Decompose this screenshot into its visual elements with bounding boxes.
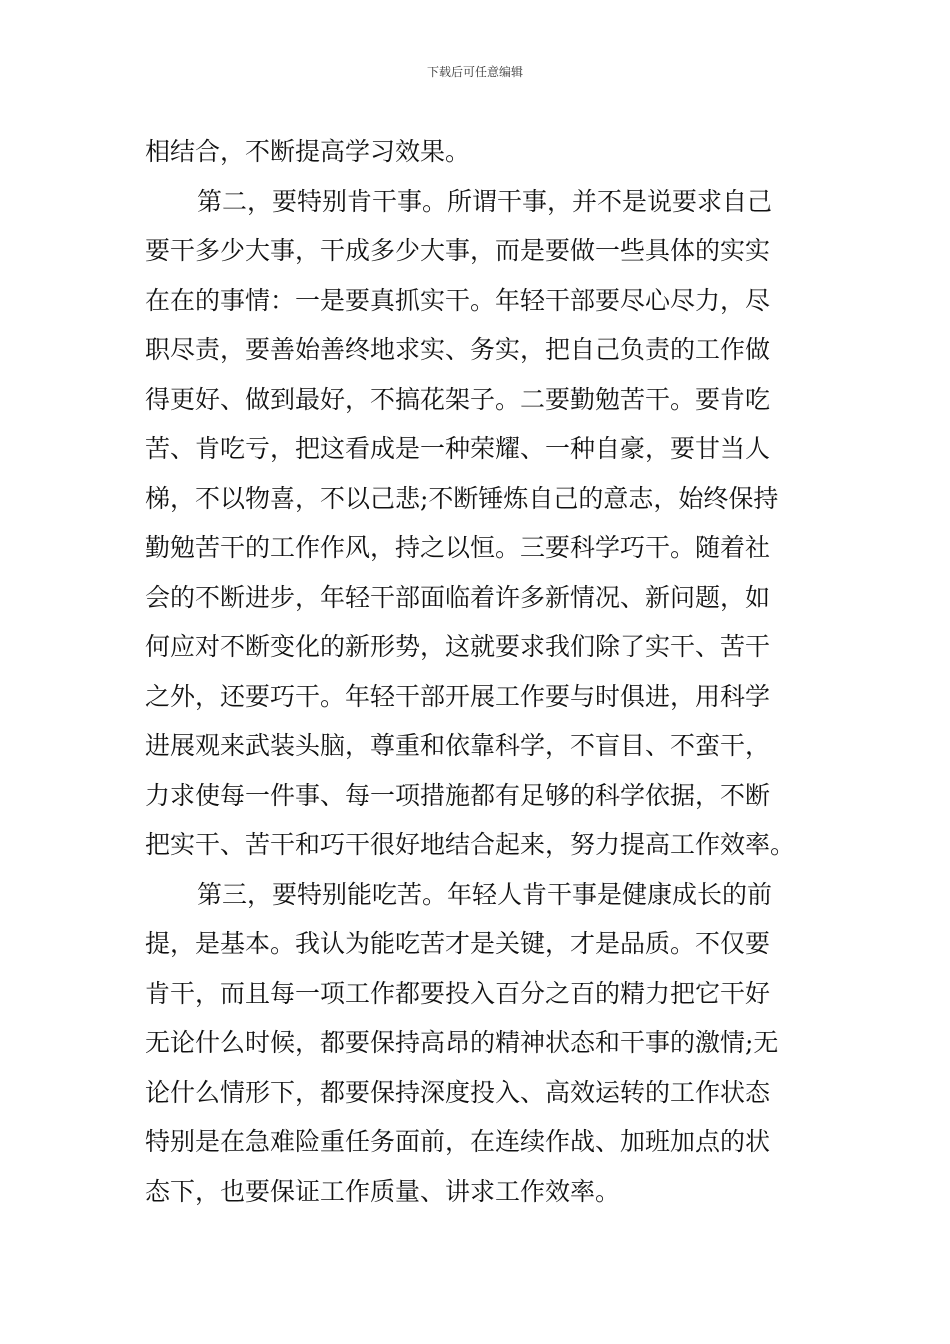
text-line: 得更好、做到最好，不搞花架子。二要勤勉苦干。要肯吃: [145, 384, 771, 414]
text-line: 梯，不以物喜，不以己悲;不断锤炼自己的意志，始终保持: [145, 483, 779, 513]
text-line: 要干多少大事，干成多少大事，而是要做一些具体的实实: [145, 236, 771, 265]
text-line: 态下，也要保证工作质量、讲求工作效率。: [145, 1176, 621, 1206]
text-line: 肯干，而且每一项工作都要投入百分之百的精力把它干好: [145, 978, 771, 1008]
page-header: 下载后可任意编辑: [426, 65, 523, 79]
document-body: [145, 127, 815, 1216]
text-line: 无论什么时候，都要保持高昂的精神状态和干事的激情;无: [145, 1028, 779, 1057]
text-line: 职尽责，要善始善终地求实、务实，把自己负责的工作做: [145, 335, 771, 364]
text-line: 勤勉苦干的工作作风，持之以恒。三要科学巧干。随着社: [145, 533, 771, 562]
text-line: 力求使每一件事、每一项措施都有足够的科学依据，不断: [145, 780, 771, 810]
text-line: 在在的事情：一是要真抓实干。年轻干部要尽心尽力，尽: [145, 285, 771, 315]
paragraph-start-line: 第二，要特别肯干事。所谓干事，并不是说要求自己: [197, 186, 773, 216]
text-line: 论什么情形下，都要保持深度投入、高效运转的工作状态: [145, 1077, 771, 1107]
text-line: 进展观来武装头脑，尊重和依靠科学，不盲目、不蛮干，: [145, 731, 771, 760]
paragraph-start-line: 第三，要特别能吃苦。年轻人肯干事是健康成长的前: [197, 879, 773, 909]
text-line: 相结合，不断提高学习效果。: [145, 137, 471, 166]
text-line: 会的不断进步，年轻干部面临着许多新情况、新问题，如: [145, 582, 771, 612]
text-line: 提，是基本。我认为能吃苦才是关键，才是品质。不仅要: [145, 929, 771, 958]
text-line: 何应对不断变化的新形势，这就要求我们除了实干、苦干: [145, 632, 771, 661]
text-line: 之外，还要巧干。年轻干部开展工作要与时俱进，用科学: [145, 681, 771, 711]
text-line: 特别是在急难险重任务面前，在连续作战、加班加点的状: [145, 1127, 771, 1156]
text-line: 把实干、苦干和巧干很好地结合起来，努力提高工作效率。: [145, 830, 796, 859]
text-line: 苦、肯吃亏，把这看成是一种荣耀、一种自豪，要甘当人: [145, 434, 771, 463]
